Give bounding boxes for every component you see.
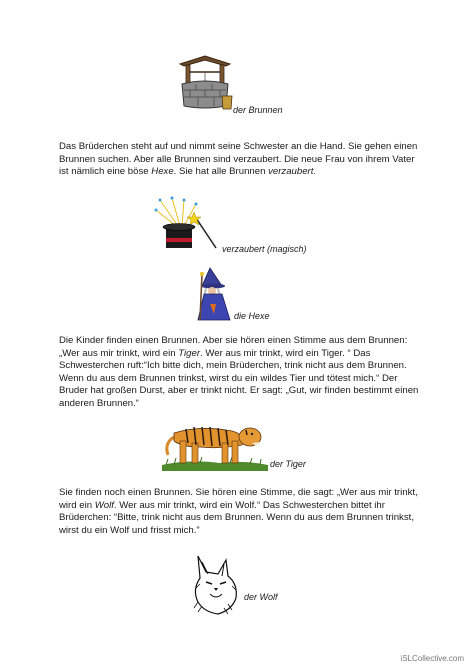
caption-tiger: der Tiger bbox=[270, 459, 306, 469]
caption-brunnen: der Brunnen bbox=[233, 105, 283, 115]
wolf-illustration bbox=[188, 554, 244, 616]
paragraph-2: Die Kinder finden einen Brunnen. Aber sie hören einen Stimme aus dem Brunnen: „Wer aus mir trinkt, wird ein Tiger. Wer aus mir trinkt, wird ein Tiger. “ Das Schwesterchen ruft:“Ich bitte dich, mein Brüderchen, trink nicht aus dem Brunnen. Wenn du aus dem Brunnen trinkst, wirst du ein wildes Tier und tötest mich.“ Der Bruder hat großen Durst, aber er trinkt nicht. Er sagt: „Gut, wir finden bestimmt einen anderen Brunnen.“ bbox=[59, 335, 419, 409]
footer-watermark: iSLCollective.com bbox=[400, 654, 464, 663]
caption-verzaubert: verzaubert (magisch) bbox=[222, 244, 307, 254]
well-illustration bbox=[176, 54, 234, 110]
tiger-illustration bbox=[160, 415, 270, 471]
magic-hat-illustration bbox=[150, 196, 222, 252]
caption-wolf: der Wolf bbox=[244, 592, 278, 602]
paragraph-3: Sie finden noch einen Brunnen. Sie hören eine Stimme, die sagt: „Wer aus mir trinkt, wird ein Wolf. Wer aus mir trinkt, wird ein Wolf.“ Das Schwesterchen bittet ihr Brüderchen: “Bitte, trink nicht aus dem Brunnen. Wenn du aus dem Brunnen trinkst, wirst du ein Wolf und frisst mich.” bbox=[59, 487, 418, 536]
paragraph-1: Das Brüderchen steht auf und nimmt seine Schwester an die Hand. Sie gehen einen Brunnen suchen. Aber alle Brunnen sind verzaubert. Die neue Frau von ihrem Vater ist nämlich eine böse Hexe. Sie hat alle Brunnen verzaubert. bbox=[59, 141, 418, 178]
caption-hexe: die Hexe bbox=[234, 311, 270, 321]
witch-illustration bbox=[196, 266, 236, 322]
